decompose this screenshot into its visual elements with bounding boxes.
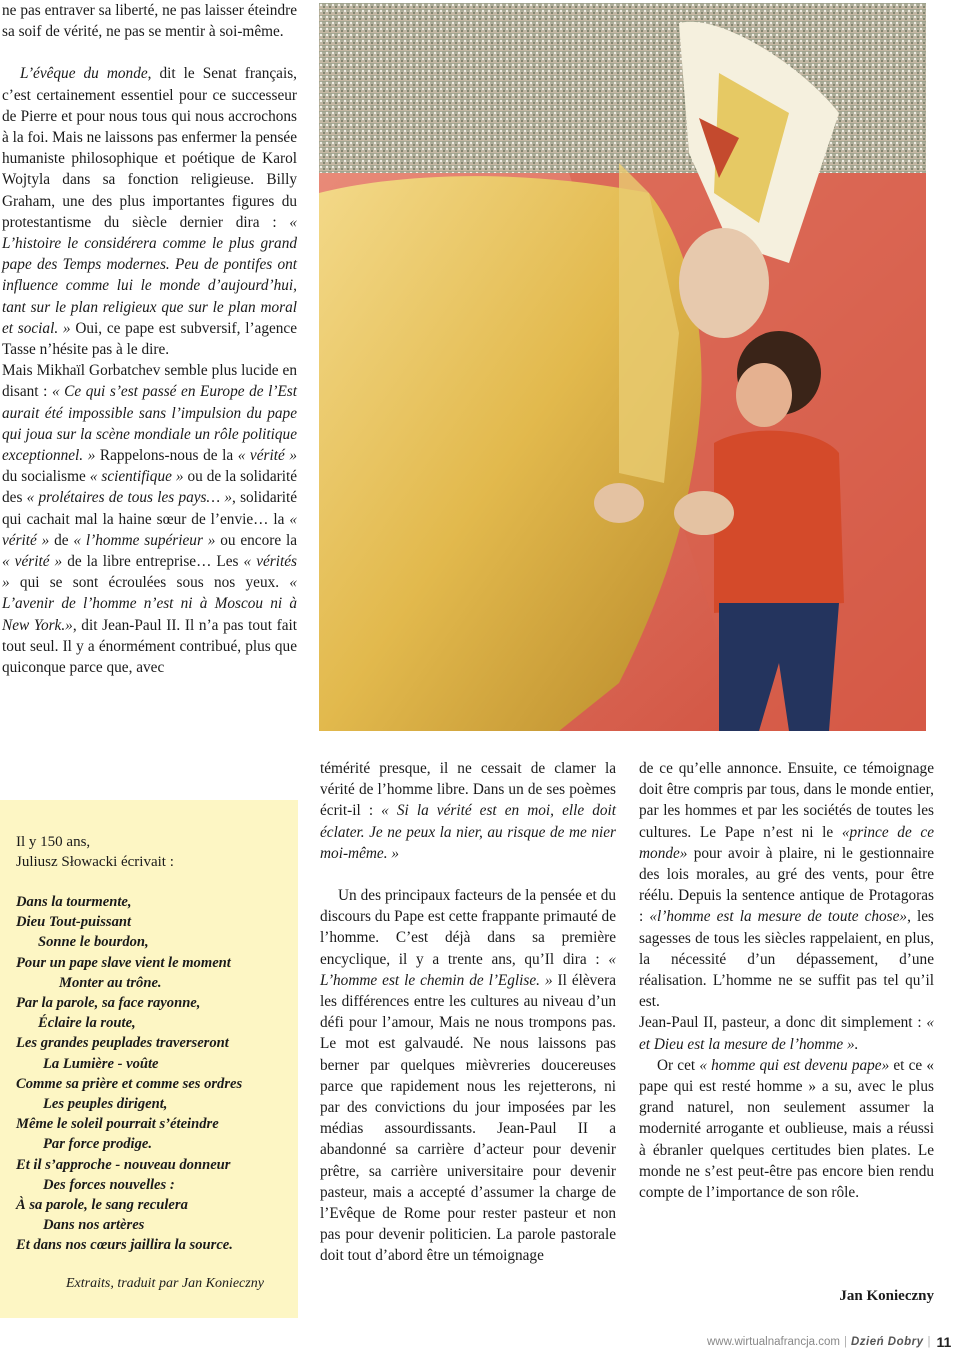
poem-line: La Lumière - voûte bbox=[43, 1055, 159, 1072]
photo-illustration bbox=[319, 3, 926, 731]
poem-line: Par la parole, sa face rayonne, bbox=[16, 995, 201, 1012]
poem-line: Même le soleil pourrait s’éteindre bbox=[16, 1116, 219, 1133]
paragraph: ne pas entraver sa liberté, ne pas laisser éteindre sa soif de vérité, ne pas se mentir à soi-même. bbox=[2, 2, 297, 41]
quote: « L’avenir de l’homme n’est ni à Moscou ni à New York.» bbox=[2, 574, 297, 634]
poem-line: Dans la tourmente, bbox=[16, 894, 132, 910]
page-footer bbox=[707, 1332, 960, 1352]
poem-line: Par force prodige. bbox=[43, 1136, 153, 1153]
footer-separator: | bbox=[843, 1336, 847, 1348]
quote: « Si la vérité est en moi, elle doit éclater. Je ne peux la nier, au risque de me nier moi-même. » bbox=[320, 802, 617, 862]
poem-line: Pour un pape slave vient le moment bbox=[16, 954, 231, 971]
poem-intro: Il y 150 ans, Juliusz Słowacki écrivait : bbox=[16, 834, 174, 870]
poem-line: Dans nos artères bbox=[43, 1217, 145, 1234]
poem-line: Les grandes peuplades traverseront bbox=[16, 1035, 229, 1052]
paragraph: L’évêque du monde, dit le Senat français, c’est certainement essentiel pour ce successeur de Pierre et pour nous tous qui nous accrochons à la foi. Mais ne laissons pas enfermer la pensée humaniste philosophique et poétique de Karol Wojtyla dans sa fonction religieuse. Billy Graham, une des plus importantes figures du protestantisme du siècle dernier dira : « L’histoire le considérera comme le plus grand pape des Temps modernes. Peu de pontifes ont influence comme lui le monde d’aujourd’hui, tant sur le plan religieux que sur le plan moral et social. » Oui, ce pape est subversif, l’agence Tasse n’hésite pas à le dire. bbox=[2, 65, 297, 359]
poem-line: À sa parole, le sang reculera bbox=[16, 1197, 188, 1214]
poem-line: Dieu Tout-puissant bbox=[16, 914, 132, 931]
poem-line: Sonne le bourdon, bbox=[38, 934, 149, 951]
poem-sidebar bbox=[0, 800, 298, 1318]
article-middle-column bbox=[320, 758, 616, 1267]
poem-line: Des forces nouvelles : bbox=[43, 1176, 175, 1193]
poem-line: Et il s’approche - nouveau donneur bbox=[16, 1156, 231, 1173]
author-signature: Jan Konieczny bbox=[839, 1288, 934, 1304]
poem-line: Éclaire la route, bbox=[38, 1015, 136, 1032]
quote: « homme qui est devenu pape» bbox=[699, 1056, 890, 1074]
article-left-column bbox=[2, 0, 297, 678]
footer-separator: | bbox=[927, 1336, 931, 1348]
pope-and-child-photo bbox=[319, 3, 926, 731]
paragraph: témérité presque, il ne cessait de clamer la vérité de l’homme libre. Dans un de ses poèmes écrit-il : « Si la vérité est en moi, elle doit éclater. Je ne peux la nier, au risque de me nier moi-même. » bbox=[320, 760, 617, 862]
poem-line: Et dans nos cœurs jaillira la source. bbox=[16, 1237, 233, 1254]
paragraph: Mais Mikhaïl Gorbatchev semble plus lucide en disant : « Ce qui s’est passé en Europe de l’Est aurait été impossible sans l’impulsion du pape qui joua sur la scène mondiale un rôle politique exceptionnel. » Rappelons-nous de la « vérité » du socialisme « scientifique » ou de la solidarité des « prolétaires de tous les pays… », solidarité qui cachait mal la haine sœur de l’envie… la « vérité » de « l’homme supérieur » ou encore la « vérité » de la libre entreprise… Les « vérités » qui se sont écroulées sous nos yeux. « L’avenir de l’homme n’est ni à Moscou ni à New York.», dit Jean-Paul II. Il n’a pas tout fait tout seul. Il y a énormément contribué, plus que quiconque parce que, avec bbox=[2, 362, 297, 677]
article-right-column bbox=[639, 758, 934, 1203]
quote: « et Dieu est la mesure de l’homme ». bbox=[639, 1014, 934, 1053]
page-number: 11 bbox=[936, 1334, 952, 1350]
poem-line: Monter au trône. bbox=[59, 974, 162, 991]
poem-line: Comme sa prière et comme ses ordres bbox=[16, 1075, 243, 1092]
paragraph: Un des principaux facteurs de la pensée et du discours du Pape est cette frappante primauté de l’homme. C’est déjà dans sa première encyclique, il y a trente ans, qu’Il dira : « L’homme est le chemin de l’Eglise. » Il élèvera les différences entre les cultures au niveau d’un défi pour l’amour, Mais ne nous trompons pas. Le mot est galvaudé. Ne nous laissons pas berner par quelques mièvreries doucereuses parce que rapidement nous les rejetterons, ni par des convictions du jour imposées par les médias assourdissants. Jean-Paul II a abandonné sa carrière d’acteur pour devenir prêtre, sa carrière universitaire pour devenir pasteur, mais a accepté d’assumer la charge de l’Evêque de Rome pour rester pasteur et non pas pour devenir politicien. La parole pastorale doit tout d’abord être un témoignage bbox=[320, 887, 616, 1265]
quote: « L’homme est le chemin de l’Eglise. » bbox=[320, 950, 616, 989]
magazine-name: Dzień Dobry bbox=[850, 1336, 924, 1348]
quote: « Ce qui s’est passé en Europe de l’Est aurait été impossible sans l’impulsion du pape qui joua sur la scène mondiale un rôle politique exceptionnel. » bbox=[2, 383, 297, 465]
paragraph: de ce qu’elle annonce. Ensuite, ce témoignage doit être compris par tous, dans le monde entier, par les hommes et par les sociétés de toutes les cultures. Le Pape n’est ni le «prince de ce monde» pour avoir à plaire, ni le gestionnaire des lois morales, au gré des vents, pour être réélu. Depuis la sentence antique de Protagoras : «l’homme est la mesure de toute chose», les sagesses de tous les siècles rappelaient, en plus, la nécessité d’un dépassement, d’une réalisation. L’homme ne se suffit pas tel qu’il est. bbox=[639, 760, 934, 1011]
poem-verses bbox=[16, 892, 291, 1256]
poem-credit: Extraits, traduit par Jan Konieczny bbox=[66, 1276, 264, 1291]
quote: «l’homme est la mesure de toute chose» bbox=[649, 908, 908, 926]
paragraph: Jean-Paul II, pasteur, a donc dit simplement : « et Dieu est la mesure de l’homme ». bbox=[639, 1014, 934, 1053]
quote: «prince de ce monde» bbox=[639, 823, 934, 862]
paragraph: Or cet « homme qui est devenu pape» et ce « pape qui est resté homme » a su, avec le plus grand naturel, non seulement assumer la modernité arrogante et oublieuse, mais a réussi à ébranler quelques certitudes bien plates. Le monde ne s’est peut-être pas encore bien rendu compte de l’importance de son rôle. bbox=[639, 1056, 934, 1202]
website-link[interactable]: www.wirtualnafrancja.com bbox=[707, 1336, 840, 1348]
quote: « L’histoire le considérera comme le plus grand pape des Temps modernes. Peu de pontifes ont influence comme lui le monde d’aujourd’hui, tant sur le plan religieux que sur le plan moral et social. » bbox=[2, 213, 297, 337]
poem-line: Les peuples dirigent, bbox=[43, 1096, 168, 1113]
